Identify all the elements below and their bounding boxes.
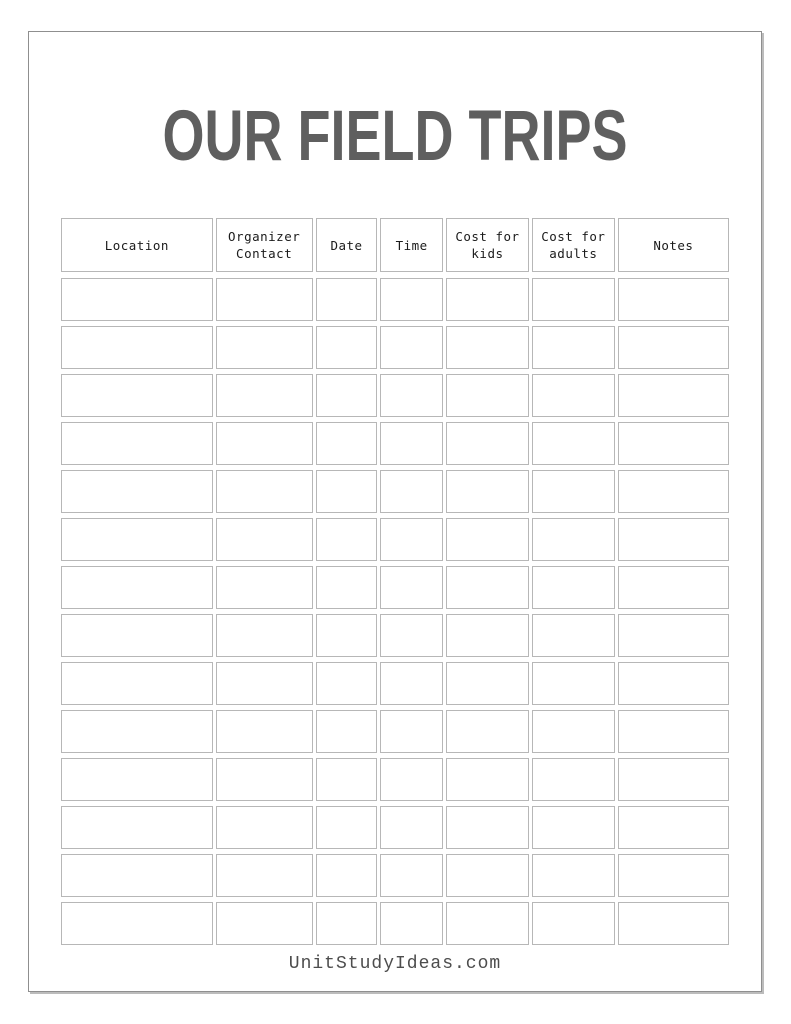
- empty-cell-location: [61, 806, 213, 849]
- empty-cell-cost-kids: [446, 470, 529, 513]
- empty-cell-date: [316, 758, 378, 801]
- empty-cell-date: [316, 662, 378, 705]
- empty-cell-organizer-contact: [216, 470, 313, 513]
- column-header-notes: Notes: [618, 218, 729, 272]
- empty-cell-organizer-contact: [216, 422, 313, 465]
- empty-cell-cost-kids: [446, 422, 529, 465]
- empty-cell-location: [61, 518, 213, 561]
- empty-cell-cost-adults: [532, 902, 615, 945]
- table-row: [61, 326, 729, 369]
- empty-cell-date: [316, 710, 378, 753]
- empty-cell-time: [380, 758, 443, 801]
- empty-cell-time: [380, 326, 443, 369]
- empty-cell-organizer-contact: [216, 614, 313, 657]
- empty-cell-notes: [618, 374, 729, 417]
- empty-cell-cost-kids: [446, 278, 529, 321]
- empty-cell-cost-kids: [446, 806, 529, 849]
- empty-cell-organizer-contact: [216, 710, 313, 753]
- empty-cell-time: [380, 422, 443, 465]
- empty-cell-cost-kids: [446, 758, 529, 801]
- empty-cell-notes: [618, 854, 729, 897]
- empty-cell-cost-kids: [446, 614, 529, 657]
- empty-cell-location: [61, 326, 213, 369]
- empty-cell-cost-adults: [532, 470, 615, 513]
- empty-cell-cost-kids: [446, 854, 529, 897]
- empty-cell-cost-kids: [446, 566, 529, 609]
- empty-cell-time: [380, 806, 443, 849]
- empty-cell-location: [61, 758, 213, 801]
- empty-cell-time: [380, 662, 443, 705]
- empty-cell-date: [316, 278, 378, 321]
- empty-cell-cost-adults: [532, 854, 615, 897]
- empty-cell-cost-adults: [532, 662, 615, 705]
- empty-cell-cost-adults: [532, 710, 615, 753]
- empty-cell-cost-adults: [532, 806, 615, 849]
- empty-cell-time: [380, 278, 443, 321]
- empty-cell-time: [380, 566, 443, 609]
- empty-cell-organizer-contact: [216, 854, 313, 897]
- empty-cell-location: [61, 278, 213, 321]
- empty-cell-cost-adults: [532, 566, 615, 609]
- empty-cell-time: [380, 902, 443, 945]
- empty-cell-notes: [618, 662, 729, 705]
- table-header-row: [61, 218, 729, 272]
- worksheet-page: [28, 31, 762, 992]
- empty-cell-date: [316, 566, 378, 609]
- empty-cell-time: [380, 518, 443, 561]
- column-header-location: Location: [61, 218, 213, 272]
- empty-cell-notes: [618, 326, 729, 369]
- table-row: [61, 374, 729, 417]
- empty-cell-location: [61, 470, 213, 513]
- empty-cell-time: [380, 710, 443, 753]
- empty-cell-location: [61, 662, 213, 705]
- empty-cell-organizer-contact: [216, 326, 313, 369]
- table-row: [61, 278, 729, 321]
- empty-cell-cost-adults: [532, 614, 615, 657]
- table-row: [61, 422, 729, 465]
- empty-cell-notes: [618, 566, 729, 609]
- empty-cell-date: [316, 326, 378, 369]
- empty-cell-date: [316, 806, 378, 849]
- empty-cell-notes: [618, 422, 729, 465]
- empty-cell-cost-adults: [532, 326, 615, 369]
- empty-cell-notes: [618, 758, 729, 801]
- empty-cell-cost-adults: [532, 278, 615, 321]
- empty-cell-location: [61, 374, 213, 417]
- empty-cell-location: [61, 566, 213, 609]
- empty-cell-date: [316, 614, 378, 657]
- empty-cell-cost-kids: [446, 662, 529, 705]
- column-header-time: Time: [380, 218, 443, 272]
- empty-cell-cost-adults: [532, 374, 615, 417]
- empty-cell-cost-kids: [446, 710, 529, 753]
- table-row: [61, 566, 729, 609]
- column-header-date: Date: [316, 218, 378, 272]
- table-row: [61, 470, 729, 513]
- empty-cell-cost-kids: [446, 902, 529, 945]
- table-row: [61, 518, 729, 561]
- empty-cell-notes: [618, 470, 729, 513]
- empty-cell-organizer-contact: [216, 566, 313, 609]
- empty-cell-organizer-contact: [216, 902, 313, 945]
- empty-cell-time: [380, 470, 443, 513]
- table-row: [61, 806, 729, 849]
- empty-cell-notes: [618, 518, 729, 561]
- empty-cell-notes: [618, 278, 729, 321]
- empty-cell-notes: [618, 806, 729, 849]
- empty-cell-date: [316, 422, 378, 465]
- empty-cell-date: [316, 854, 378, 897]
- table-row: [61, 902, 729, 945]
- empty-cell-location: [61, 902, 213, 945]
- column-header-organizer-contact: Organizer Contact: [216, 218, 313, 272]
- table-row: [61, 854, 729, 897]
- empty-cell-date: [316, 518, 378, 561]
- empty-cell-time: [380, 614, 443, 657]
- empty-cell-notes: [618, 710, 729, 753]
- empty-cell-time: [380, 854, 443, 897]
- table-row: [61, 614, 729, 657]
- empty-cell-organizer-contact: [216, 758, 313, 801]
- empty-cell-date: [316, 374, 378, 417]
- empty-cell-cost-kids: [446, 374, 529, 417]
- empty-cell-cost-kids: [446, 518, 529, 561]
- empty-cell-cost-kids: [446, 326, 529, 369]
- empty-cell-date: [316, 470, 378, 513]
- page-title: OUR FIELD TRIPS: [162, 96, 628, 176]
- empty-cell-location: [61, 710, 213, 753]
- empty-cell-cost-adults: [532, 422, 615, 465]
- empty-cell-location: [61, 422, 213, 465]
- column-header-cost-kids: Cost for kids: [446, 218, 529, 272]
- empty-cell-organizer-contact: [216, 374, 313, 417]
- empty-cell-notes: [618, 614, 729, 657]
- table-body: [61, 278, 729, 945]
- empty-cell-location: [61, 614, 213, 657]
- empty-cell-organizer-contact: [216, 518, 313, 561]
- footer-site-url: UnitStudyIdeas.com: [288, 954, 502, 974]
- empty-cell-date: [316, 902, 378, 945]
- empty-cell-location: [61, 854, 213, 897]
- field-trips-table: [61, 218, 729, 945]
- empty-cell-notes: [618, 902, 729, 945]
- column-header-cost-adults: Cost for adults: [532, 218, 615, 272]
- empty-cell-cost-adults: [532, 758, 615, 801]
- table-row: [61, 758, 729, 801]
- empty-cell-organizer-contact: [216, 806, 313, 849]
- empty-cell-organizer-contact: [216, 662, 313, 705]
- table-row: [61, 710, 729, 753]
- empty-cell-organizer-contact: [216, 278, 313, 321]
- empty-cell-cost-adults: [532, 518, 615, 561]
- empty-cell-time: [380, 374, 443, 417]
- table-row: [61, 662, 729, 705]
